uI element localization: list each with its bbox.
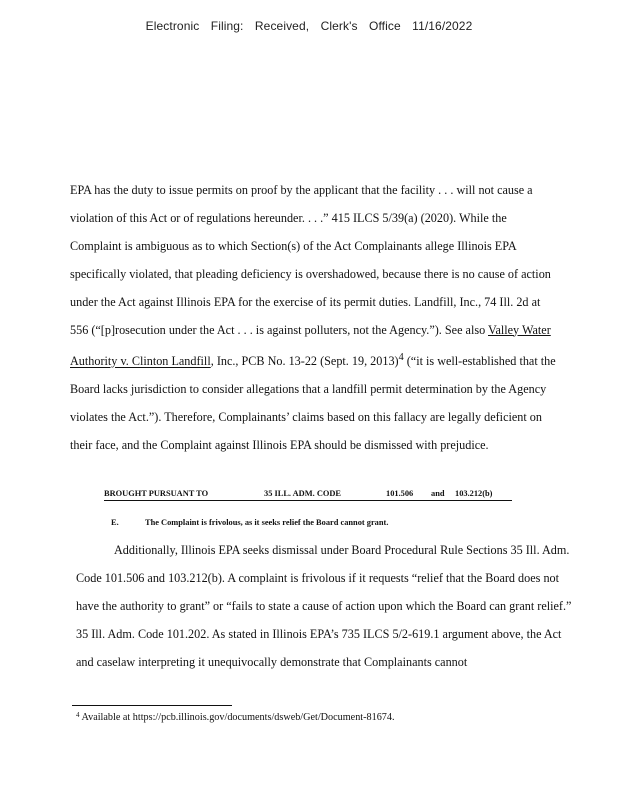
paragraph-1-text-b: , Inc., PCB No. 13-22 (Sept. 19, 2013) xyxy=(210,354,399,369)
section-heading-d xyxy=(104,489,512,501)
heading-e-letter: E. xyxy=(111,518,119,527)
case-citation-valley-water: Valley Water Authority v. Clinton Landfill xyxy=(70,322,551,369)
heading-d-rule: 35 ILL. ADM. CODE xyxy=(264,489,342,498)
footnote-reference[interactable]: 4 xyxy=(398,352,404,364)
footnote-number: 4 xyxy=(76,711,80,719)
paragraph-1-text-a: EPA has the duty to issue permits on proof by the applicant that the facility . . . will not cause a violation of this Act or of regulations hereunder. . . .” 415 ILCS 5/39(a) (2020). While the Complaint is ambiguous as to which Section(s) of the Act Complainants allege Illinois EPA specifically violated, that pleading deficiency is overshadowed, because there is no cause of action under the Act against Illinois EPA for the exercise of its permit duties. Landfill, Inc., 74 Ill. 2d at 556 (“[p]rosecution under the Act . . . is against polluters, not the Agency.”). See also xyxy=(70,183,551,337)
heading-e-text: The Complaint is frivolous, as it seeks relief the Board cannot grant. xyxy=(145,518,389,527)
filing-stamp: Electronic Filing: Received, Clerk's Office 11/16/2022 xyxy=(145,19,473,33)
body-paragraph-1 xyxy=(70,177,556,460)
paragraph-1-text-c: (“it is well-established that the Board lacks jurisdiction to consider allegations that a landfill permit determination by the Agency violates the Act.”). Therefore, Complainants’ claims based on this fallacy are legally deficient on their face, and the Complaint against Illinois EPA should be dismissed with prejudice. xyxy=(70,354,556,453)
section-heading-e xyxy=(111,518,388,527)
heading-d-text: BROUGHT PURSUANT TO xyxy=(104,489,209,498)
footnote-divider xyxy=(72,705,232,706)
footnote xyxy=(76,711,395,723)
heading-d-section-1: 101.506 xyxy=(386,489,414,498)
heading-d-conjunction: and xyxy=(431,489,445,498)
footnote-text: Available at https://pcb.illinois.gov/documents/dsweb/Get/Document-81674. xyxy=(81,712,395,723)
body-paragraph-2: Additionally, Illinois EPA seeks dismissal under Board Procedural Rule Sections 35 Ill. Adm. Code 101.506 and 103.212(b). A complaint is frivolous if it requests “relief that the Board does not have the authority to grant” or “fails to state a cause of action upon which the Board can grant relief.” 35 Ill. Adm. Code 101.202. As stated in Illinois EPA’s 735 ILCS 5/2-619.1 argument above, the Act and caselaw interpreting it unequivocally demonstrate that Complainants cannot xyxy=(76,543,572,669)
heading-d-section-2: 103.212(b) xyxy=(455,489,493,498)
